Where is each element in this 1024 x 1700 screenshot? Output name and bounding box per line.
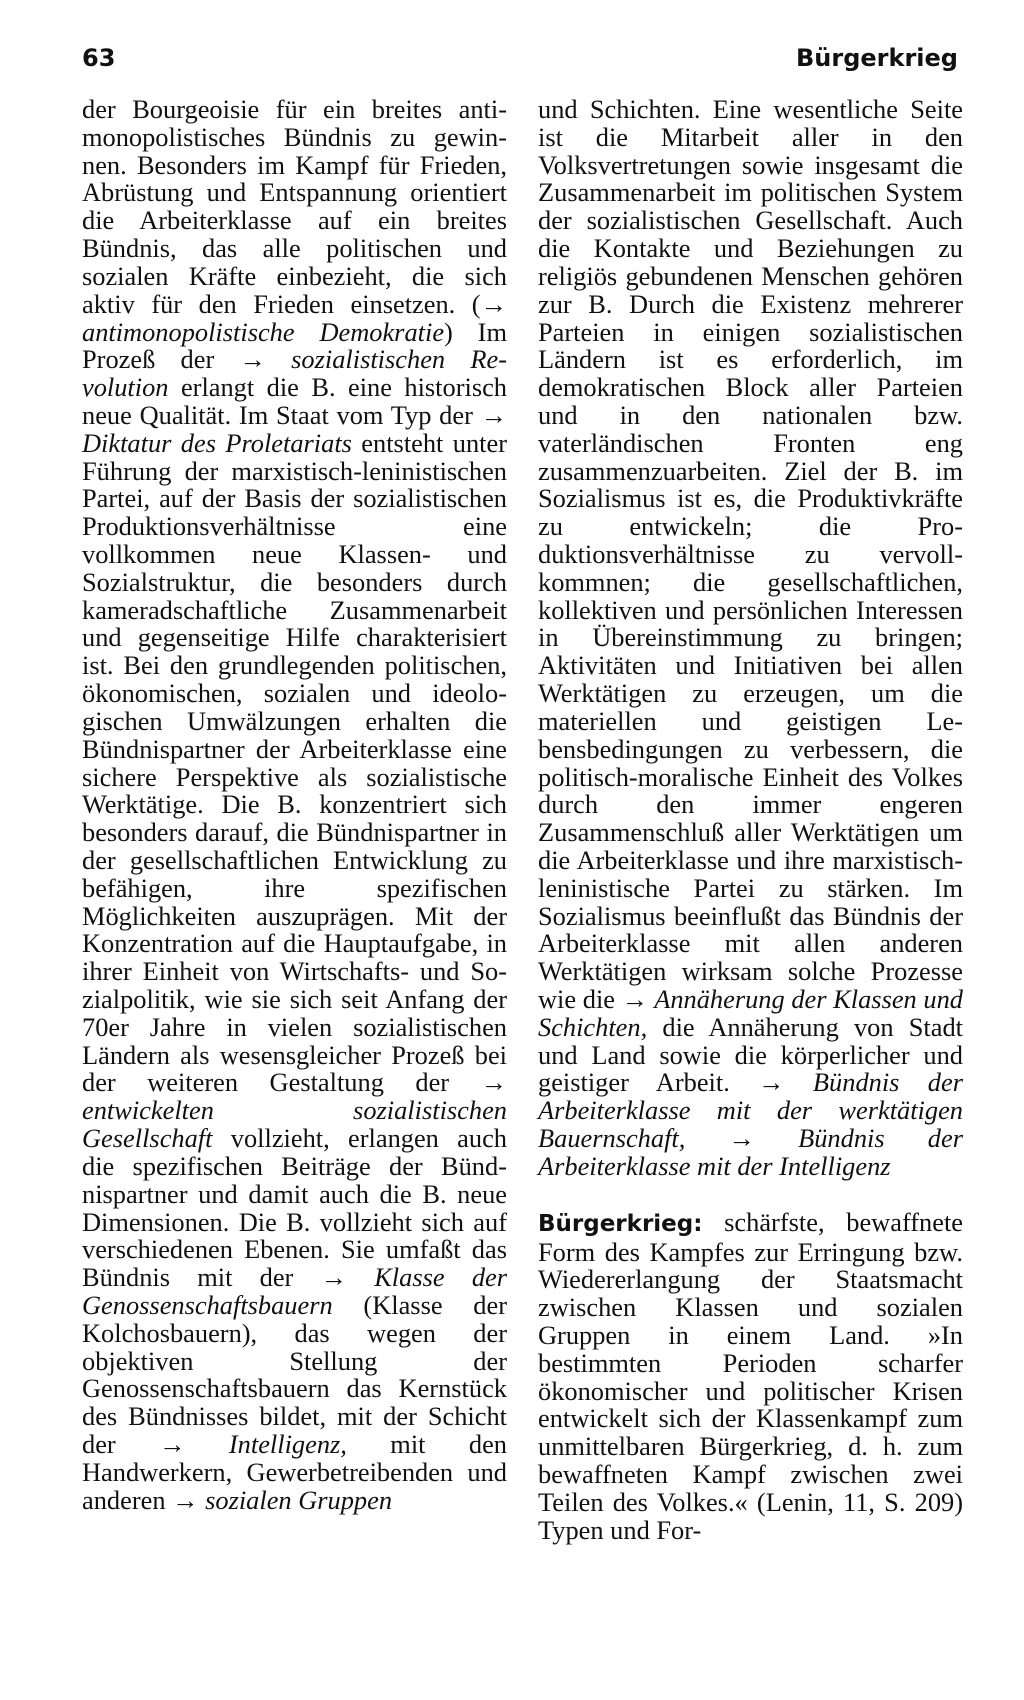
entry-text: schärfste, bewaffnete Form des Kampfes zur Erringung bzw. Wiedererlangung der Staatsmacht zwischen Klassen und sozialen Gruppen in einem Land. »In bestimmten Perioden scharfer ökonomischer und politischer Krisen entwickelt sich der Klassenkampf zum unmittelbaren Bürgerkrieg, d. h. zum bewaffneten Kampf zwischen zwei Teilen des Volkes.« (Lenin, 11, S. 209) Typen und For- bbox=[538, 1206, 963, 1545]
body-text: entsteht unter Führung der marxistisch-leninistischen Partei, auf der Basis der sozialistischen Produktionsverhältnisse eine vollkommen neue Klassen- und Sozialstruktur, die besonders durch kameradschaftliche Zusammenarbeit und gegenseitige Hilfe charakterisiert ist. Bei den grundlegenden politischen, ökonomischen, sozialen und ideologischen Umwälzungen erhalten die Bündnispartner der Arbeiterklasse eine sichere Perspektive als sozialistische Werktätige. Die B. konzentriert sich besonders darauf, die Bündnispartner in der gesellschaftlichen Entwicklung zu befähigen, ihre spezifischen Möglichkeiten auszuprägen. Mit der Konzentration auf die Hauptaufgabe, in ihrer Einheit von Wirtschafts- und Sozialpolitik, wie sie sich seit Anfang der 70er Jahre in vielen sozialistischen Ländern als wesensgleicher Prozeß bei der weiteren Gestaltung der bbox=[82, 427, 507, 1098]
body-text: erlangt die B. eine historisch neue Qualität. Im Staat vom Typ der bbox=[82, 372, 507, 430]
left-column bbox=[82, 96, 507, 1514]
body-text: die Annäherung von Stadt und Land sowie die körperlicher und geistiger Arbeit. bbox=[538, 1011, 963, 1098]
cross-reference: → sozialistischen Revolution bbox=[82, 344, 507, 403]
right-column bbox=[538, 96, 963, 1544]
cross-reference: → Bündnis der Arbeiterklasse mit der werktätigen Bauernschaft, → Bündnis der Arbeiterklasse mit der Intelligenz bbox=[538, 1067, 963, 1181]
cross-reference: → Annäherung der Klassen und Schichten, bbox=[538, 984, 963, 1042]
cross-reference: → antimonopolistische Demokratie bbox=[82, 288, 507, 347]
cross-reference: → Diktatur des Proletariats bbox=[82, 399, 507, 458]
running-head: Bürgerkrieg bbox=[796, 44, 958, 72]
body-text: ) Im Prozeß der bbox=[82, 316, 507, 375]
entry-buergerkrieg bbox=[538, 1206, 963, 1545]
cross-reference: → Intelligenz, bbox=[159, 1429, 347, 1459]
cross-reference: → entwickelten sozialistischen Gesellschaft bbox=[82, 1067, 507, 1154]
cross-reference: → Klasse der Genossenschaftsbauern bbox=[82, 1262, 507, 1320]
entry-continuation bbox=[538, 96, 963, 1181]
page-header bbox=[82, 44, 958, 84]
body-text: vollzieht, erlangen auch die spezifischen Beiträge der Bündnispartner und damit auch die B. neue Dimensionen. Die B. vollzieht sich auf verschiedenen Ebenen. Sie umfaßt das Bündnis mit der bbox=[82, 1123, 507, 1293]
body-text: und Schichten. Eine wesentliche Seite ist die Mitarbeit aller in den Volksvertretungen sowie insgesamt die Zusammenarbeit im politischen System der sozialistischen Gesellschaft. Auch die Kontakte und Beziehungen zu religiös gebundenen Menschen gehören zur B. Durch die Existenz mehrerer Parteien in einigen sozialistischen Ländern ist es erforderlich, im demokratischen Block aller Parteien und in den nationalen bzw. vaterländischen Fronten eng zusammenzuarbeiten. Ziel der B. im Sozialismus ist es, die Produktivkräfte zu entwickeln; die Produktionsverhältnisse zu vervollkommnen; die gesellschaftlichen, kollektiven und persönlichen Interessen in Übereinstimmung zu bringen; Aktivitäten und Initiativen bei allen Werktätigen zu erzeugen, um die materiellen und geistigen Lebensbedingungen zu verbessern, die politisch-moralische Einheit des Volkes durch den immer engeren Zusammenschluß aller Werktätigen um die Arbeiterklasse und ihre marxistisch-leninistische Partei zu stärken. Im Sozialismus beeinflußt das Bündnis der Arbeiterklasse mit allen anderen Werktätigen wirksam solche Prozesse wie die bbox=[538, 94, 963, 1014]
body-text: (Klasse der Kolchosbauern), das wegen der objektiven Stellung der Genossenschaftsbauern das Kernstück des Bündnisses bildet, mit der Schicht der bbox=[82, 1289, 507, 1459]
entry-continuation bbox=[82, 96, 507, 1514]
body-text: der Bourgeoisie für ein breites antimonopolistisches Bündnis zu gewinnen. Besonders im Kampf für Frieden, Abrüstung und Entspannung orientiert die Arbeiterklasse auf ein breites Bündnis, das alle politischen und sozialen Kräfte einbezieht, die sich aktiv für den Frieden einsetzen. ( bbox=[82, 94, 507, 319]
page-number: 63 bbox=[82, 44, 116, 72]
entry-headword: Bürgerkrieg: bbox=[538, 1210, 703, 1237]
cross-reference: → sozialen Gruppen bbox=[172, 1484, 393, 1515]
body-text: mit den Handwerkern, Gewerbetreibenden und anderen bbox=[82, 1429, 507, 1515]
